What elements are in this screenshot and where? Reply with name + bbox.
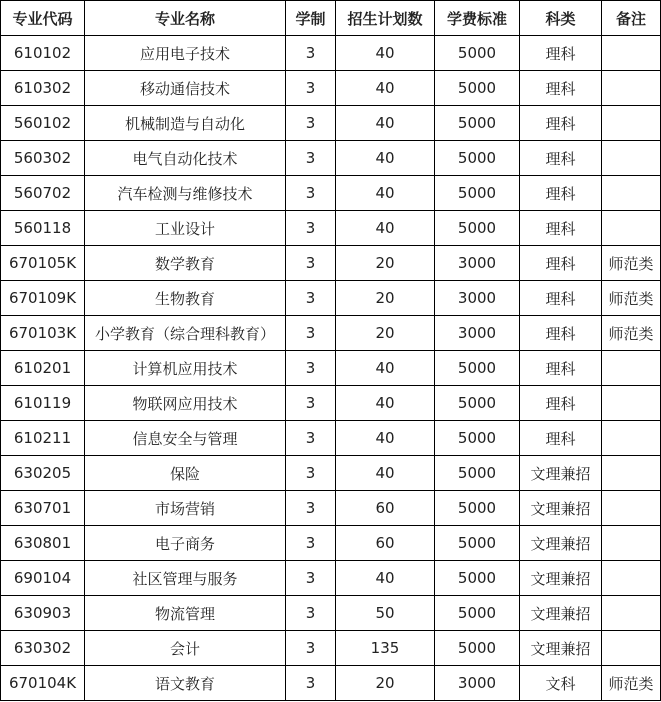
remarks-cell — [602, 526, 661, 561]
header-major-code: 专业代码 — [1, 1, 85, 36]
tuition-cell: 5000 — [435, 526, 520, 561]
enrollment-plan-cell: 40 — [336, 176, 435, 211]
major-name-cell: 生物教育 — [85, 281, 286, 316]
major-code-cell: 630302 — [1, 631, 85, 666]
major-name-cell: 电子商务 — [85, 526, 286, 561]
category-cell: 理科 — [520, 211, 602, 246]
major-code-cell: 560702 — [1, 176, 85, 211]
tuition-cell: 3000 — [435, 666, 520, 701]
remarks-cell: 师范类 — [602, 316, 661, 351]
remarks-cell — [602, 71, 661, 106]
remarks-cell — [602, 176, 661, 211]
tuition-cell: 5000 — [435, 631, 520, 666]
major-name-cell: 语文教育 — [85, 666, 286, 701]
duration-cell: 3 — [286, 561, 336, 596]
table-row — [1, 561, 661, 596]
major-name-cell: 汽车检测与维修技术 — [85, 176, 286, 211]
table-row — [1, 176, 661, 211]
remarks-cell — [602, 561, 661, 596]
header-remarks: 备注 — [602, 1, 661, 36]
table-row — [1, 141, 661, 176]
major-name-cell: 物联网应用技术 — [85, 386, 286, 421]
table-row — [1, 421, 661, 456]
category-cell: 文理兼招 — [520, 596, 602, 631]
enrollment-plan-cell: 40 — [336, 456, 435, 491]
tuition-cell: 3000 — [435, 281, 520, 316]
duration-cell: 3 — [286, 421, 336, 456]
remarks-cell — [602, 456, 661, 491]
tuition-cell: 5000 — [435, 491, 520, 526]
table-row — [1, 281, 661, 316]
table-row — [1, 456, 661, 491]
enrollment-plan-cell: 20 — [336, 281, 435, 316]
remarks-cell — [602, 211, 661, 246]
duration-cell: 3 — [286, 631, 336, 666]
enrollment-plan-cell: 20 — [336, 316, 435, 351]
tuition-cell: 5000 — [435, 176, 520, 211]
major-name-cell: 数学教育 — [85, 246, 286, 281]
tuition-cell: 5000 — [435, 421, 520, 456]
major-code-cell: 610201 — [1, 351, 85, 386]
category-cell: 理科 — [520, 71, 602, 106]
category-cell: 理科 — [520, 246, 602, 281]
major-name-cell: 应用电子技术 — [85, 36, 286, 71]
major-code-cell: 610211 — [1, 421, 85, 456]
major-code-cell: 670104K — [1, 666, 85, 701]
duration-cell: 3 — [286, 141, 336, 176]
major-code-cell: 670105K — [1, 246, 85, 281]
enrollment-plan-cell: 20 — [336, 246, 435, 281]
enrollment-plan-cell: 40 — [336, 36, 435, 71]
enrollment-plan-cell: 40 — [336, 71, 435, 106]
tuition-cell: 5000 — [435, 561, 520, 596]
enrollment-plan-cell: 20 — [336, 666, 435, 701]
major-name-cell: 物流管理 — [85, 596, 286, 631]
remarks-cell — [602, 351, 661, 386]
remarks-cell — [602, 106, 661, 141]
category-cell: 文理兼招 — [520, 561, 602, 596]
category-cell: 文理兼招 — [520, 491, 602, 526]
table-row — [1, 666, 661, 701]
major-code-cell: 630701 — [1, 491, 85, 526]
category-cell: 理科 — [520, 421, 602, 456]
major-name-cell: 市场营销 — [85, 491, 286, 526]
enrollment-plan-cell: 40 — [336, 106, 435, 141]
table-row — [1, 36, 661, 71]
table-row — [1, 106, 661, 141]
major-name-cell: 机械制造与自动化 — [85, 106, 286, 141]
remarks-cell — [602, 491, 661, 526]
table-header — [1, 1, 661, 36]
category-cell: 文理兼招 — [520, 526, 602, 561]
duration-cell: 3 — [286, 596, 336, 631]
tuition-cell: 5000 — [435, 141, 520, 176]
major-name-cell: 小学教育（综合理科教育） — [85, 316, 286, 351]
category-cell: 文理兼招 — [520, 631, 602, 666]
enrollment-plan-cell: 60 — [336, 526, 435, 561]
category-cell: 理科 — [520, 141, 602, 176]
major-code-cell: 610119 — [1, 386, 85, 421]
tuition-cell: 5000 — [435, 386, 520, 421]
header-major-name: 专业名称 — [85, 1, 286, 36]
major-code-cell: 630205 — [1, 456, 85, 491]
remarks-cell — [602, 36, 661, 71]
table-row — [1, 386, 661, 421]
category-cell: 理科 — [520, 386, 602, 421]
remarks-cell — [602, 386, 661, 421]
tuition-cell: 5000 — [435, 211, 520, 246]
duration-cell: 3 — [286, 386, 336, 421]
table-body — [1, 36, 661, 701]
tuition-cell: 5000 — [435, 456, 520, 491]
header-duration: 学制 — [286, 1, 336, 36]
enrollment-plan-cell: 40 — [336, 561, 435, 596]
header-tuition: 学费标准 — [435, 1, 520, 36]
table-row — [1, 246, 661, 281]
enrollment-plan-cell: 40 — [336, 421, 435, 456]
major-code-cell: 670103K — [1, 316, 85, 351]
enrollment-plan-cell: 40 — [336, 386, 435, 421]
duration-cell: 3 — [286, 491, 336, 526]
major-name-cell: 会计 — [85, 631, 286, 666]
major-name-cell: 保险 — [85, 456, 286, 491]
remarks-cell — [602, 596, 661, 631]
table-row — [1, 316, 661, 351]
table-row — [1, 71, 661, 106]
major-name-cell: 工业设计 — [85, 211, 286, 246]
major-name-cell: 信息安全与管理 — [85, 421, 286, 456]
category-cell: 理科 — [520, 36, 602, 71]
category-cell: 理科 — [520, 176, 602, 211]
table-row — [1, 351, 661, 386]
duration-cell: 3 — [286, 316, 336, 351]
enrollment-plan-cell: 135 — [336, 631, 435, 666]
major-name-cell: 移动通信技术 — [85, 71, 286, 106]
major-code-cell: 610302 — [1, 71, 85, 106]
tuition-cell: 5000 — [435, 596, 520, 631]
duration-cell: 3 — [286, 71, 336, 106]
duration-cell: 3 — [286, 106, 336, 141]
category-cell: 理科 — [520, 351, 602, 386]
table-row — [1, 631, 661, 666]
enrollment-plan-cell: 50 — [336, 596, 435, 631]
duration-cell: 3 — [286, 666, 336, 701]
header-row — [1, 1, 661, 36]
enrollment-plan-cell: 40 — [336, 351, 435, 386]
header-enrollment-plan: 招生计划数 — [336, 1, 435, 36]
major-code-cell: 560118 — [1, 211, 85, 246]
duration-cell: 3 — [286, 36, 336, 71]
major-code-cell: 690104 — [1, 561, 85, 596]
duration-cell: 3 — [286, 246, 336, 281]
major-name-cell: 社区管理与服务 — [85, 561, 286, 596]
remarks-cell — [602, 421, 661, 456]
duration-cell: 3 — [286, 211, 336, 246]
major-name-cell: 电气自动化技术 — [85, 141, 286, 176]
major-code-cell: 560102 — [1, 106, 85, 141]
enrollment-plan-cell: 40 — [336, 211, 435, 246]
category-cell: 理科 — [520, 316, 602, 351]
category-cell: 文科 — [520, 666, 602, 701]
category-cell: 文理兼招 — [520, 456, 602, 491]
category-cell: 理科 — [520, 106, 602, 141]
duration-cell: 3 — [286, 351, 336, 386]
duration-cell: 3 — [286, 526, 336, 561]
remarks-cell: 师范类 — [602, 666, 661, 701]
major-name-cell: 计算机应用技术 — [85, 351, 286, 386]
tuition-cell: 5000 — [435, 351, 520, 386]
major-code-cell: 610102 — [1, 36, 85, 71]
table-row — [1, 526, 661, 561]
tuition-cell: 5000 — [435, 106, 520, 141]
duration-cell: 3 — [286, 281, 336, 316]
tuition-cell: 5000 — [435, 71, 520, 106]
major-code-cell: 560302 — [1, 141, 85, 176]
major-code-cell: 670109K — [1, 281, 85, 316]
tuition-cell: 3000 — [435, 316, 520, 351]
duration-cell: 3 — [286, 456, 336, 491]
tuition-cell: 3000 — [435, 246, 520, 281]
table-row — [1, 491, 661, 526]
remarks-cell — [602, 141, 661, 176]
enrollment-plan-cell: 40 — [336, 141, 435, 176]
remarks-cell: 师范类 — [602, 281, 661, 316]
table-row — [1, 596, 661, 631]
duration-cell: 3 — [286, 176, 336, 211]
remarks-cell — [602, 631, 661, 666]
major-code-cell: 630801 — [1, 526, 85, 561]
category-cell: 理科 — [520, 281, 602, 316]
enrollment-plan-cell: 60 — [336, 491, 435, 526]
table-row — [1, 211, 661, 246]
header-category: 科类 — [520, 1, 602, 36]
remarks-cell: 师范类 — [602, 246, 661, 281]
major-code-cell: 630903 — [1, 596, 85, 631]
tuition-cell: 5000 — [435, 36, 520, 71]
